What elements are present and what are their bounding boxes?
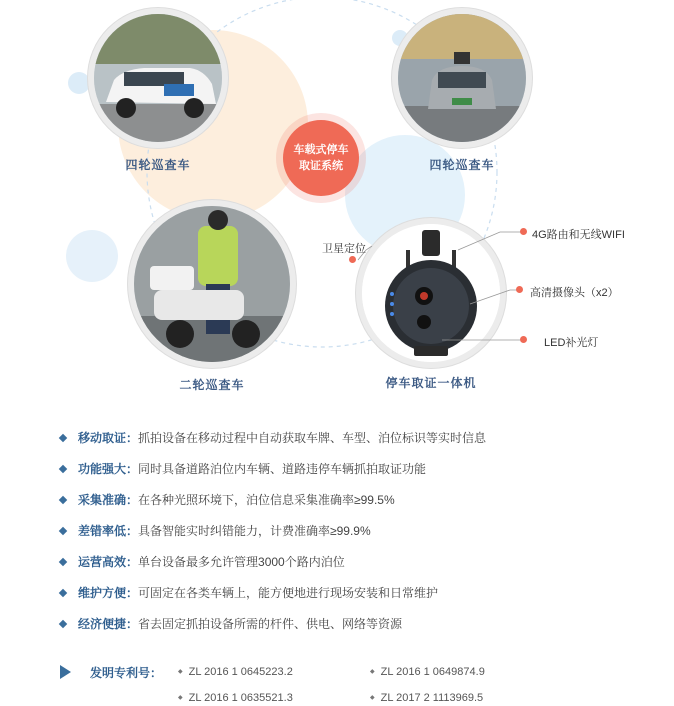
feature-desc: 同时具备道路泊位内车辆、道路违停车辆抓拍取证功能 xyxy=(138,462,427,476)
feature-item xyxy=(60,422,620,453)
patent-item: ◆ ZL 2016 1 0649874.9 xyxy=(370,666,485,678)
patent-triangle-icon xyxy=(60,665,71,679)
callout-camera: 高清摄像头（x2） xyxy=(530,287,619,299)
feature-title: 经济便捷： xyxy=(78,617,139,631)
center-label-line1: 车载式停车 xyxy=(293,144,349,156)
diamond-bullet-icon xyxy=(59,588,67,596)
feature-desc: 可固定在各类车辆上，能方便地进行现场安装和日常维护 xyxy=(138,586,439,600)
feature-title: 功能强大： xyxy=(78,462,139,476)
feature-item xyxy=(60,608,620,639)
feature-desc: 单台设备最多允许管理3000个路内泊位 xyxy=(138,555,345,569)
callout-satellite: 卫星定位 xyxy=(322,243,366,255)
caption-car-left: 四轮巡查车 xyxy=(125,158,191,172)
feature-desc: 抓拍设备在移动过程中自动获取车牌、车型、泊位标识等实时信息 xyxy=(138,431,487,445)
callout-led: LED补光灯 xyxy=(544,337,599,349)
diamond-bullet-icon xyxy=(59,557,67,565)
callout-dot-router xyxy=(520,228,527,235)
diamond-bullet-icon xyxy=(59,495,67,503)
callout-dot-camera xyxy=(516,286,523,293)
feature-item xyxy=(60,577,620,608)
caption-car-right: 四轮巡查车 xyxy=(429,158,495,172)
feature-item xyxy=(60,515,620,546)
callout-dot-led xyxy=(520,336,527,343)
caption-device: 停车取证一体机 xyxy=(385,376,477,390)
feature-desc: 在各种光照环境下，泊位信息采集准确率≥99.5% xyxy=(138,493,395,507)
feature-item xyxy=(60,546,620,577)
feature-title: 采集准确： xyxy=(78,493,139,507)
feature-item xyxy=(60,453,620,484)
patent-label: 发明专利号： xyxy=(90,666,163,680)
feature-title: 运营高效： xyxy=(78,555,139,569)
diamond-bullet-icon xyxy=(59,526,67,534)
diamond-bullet-icon xyxy=(59,433,67,441)
feature-desc: 具备智能实时纠错能力，计费准确率≥99.9% xyxy=(138,524,371,538)
patent-item: ◆ ZL 2016 1 0635521.3 xyxy=(178,692,293,704)
patent-item: ◆ ZL 2016 1 0645223.2 xyxy=(178,666,293,678)
caption-scooter: 二轮巡查车 xyxy=(179,378,245,392)
feature-title: 维护方便： xyxy=(78,586,139,600)
diamond-bullet-icon xyxy=(59,464,67,472)
center-label-line2: 取证系统 xyxy=(299,160,343,172)
feature-desc: 省去固定抓拍设备所需的杆件、供电、网络等资源 xyxy=(138,617,403,631)
diamond-bullet-icon xyxy=(59,619,67,627)
feature-title: 移动取证： xyxy=(78,431,139,445)
feature-list xyxy=(60,422,620,639)
feature-title: 差错率低： xyxy=(78,524,139,538)
callout-dot-satellite xyxy=(349,256,356,263)
patent-section xyxy=(60,662,620,706)
feature-item xyxy=(60,484,620,515)
patent-item: ◆ ZL 2017 2 1113969.5 xyxy=(370,692,483,704)
callout-router: 4G路由和无线WIFI xyxy=(532,229,625,241)
